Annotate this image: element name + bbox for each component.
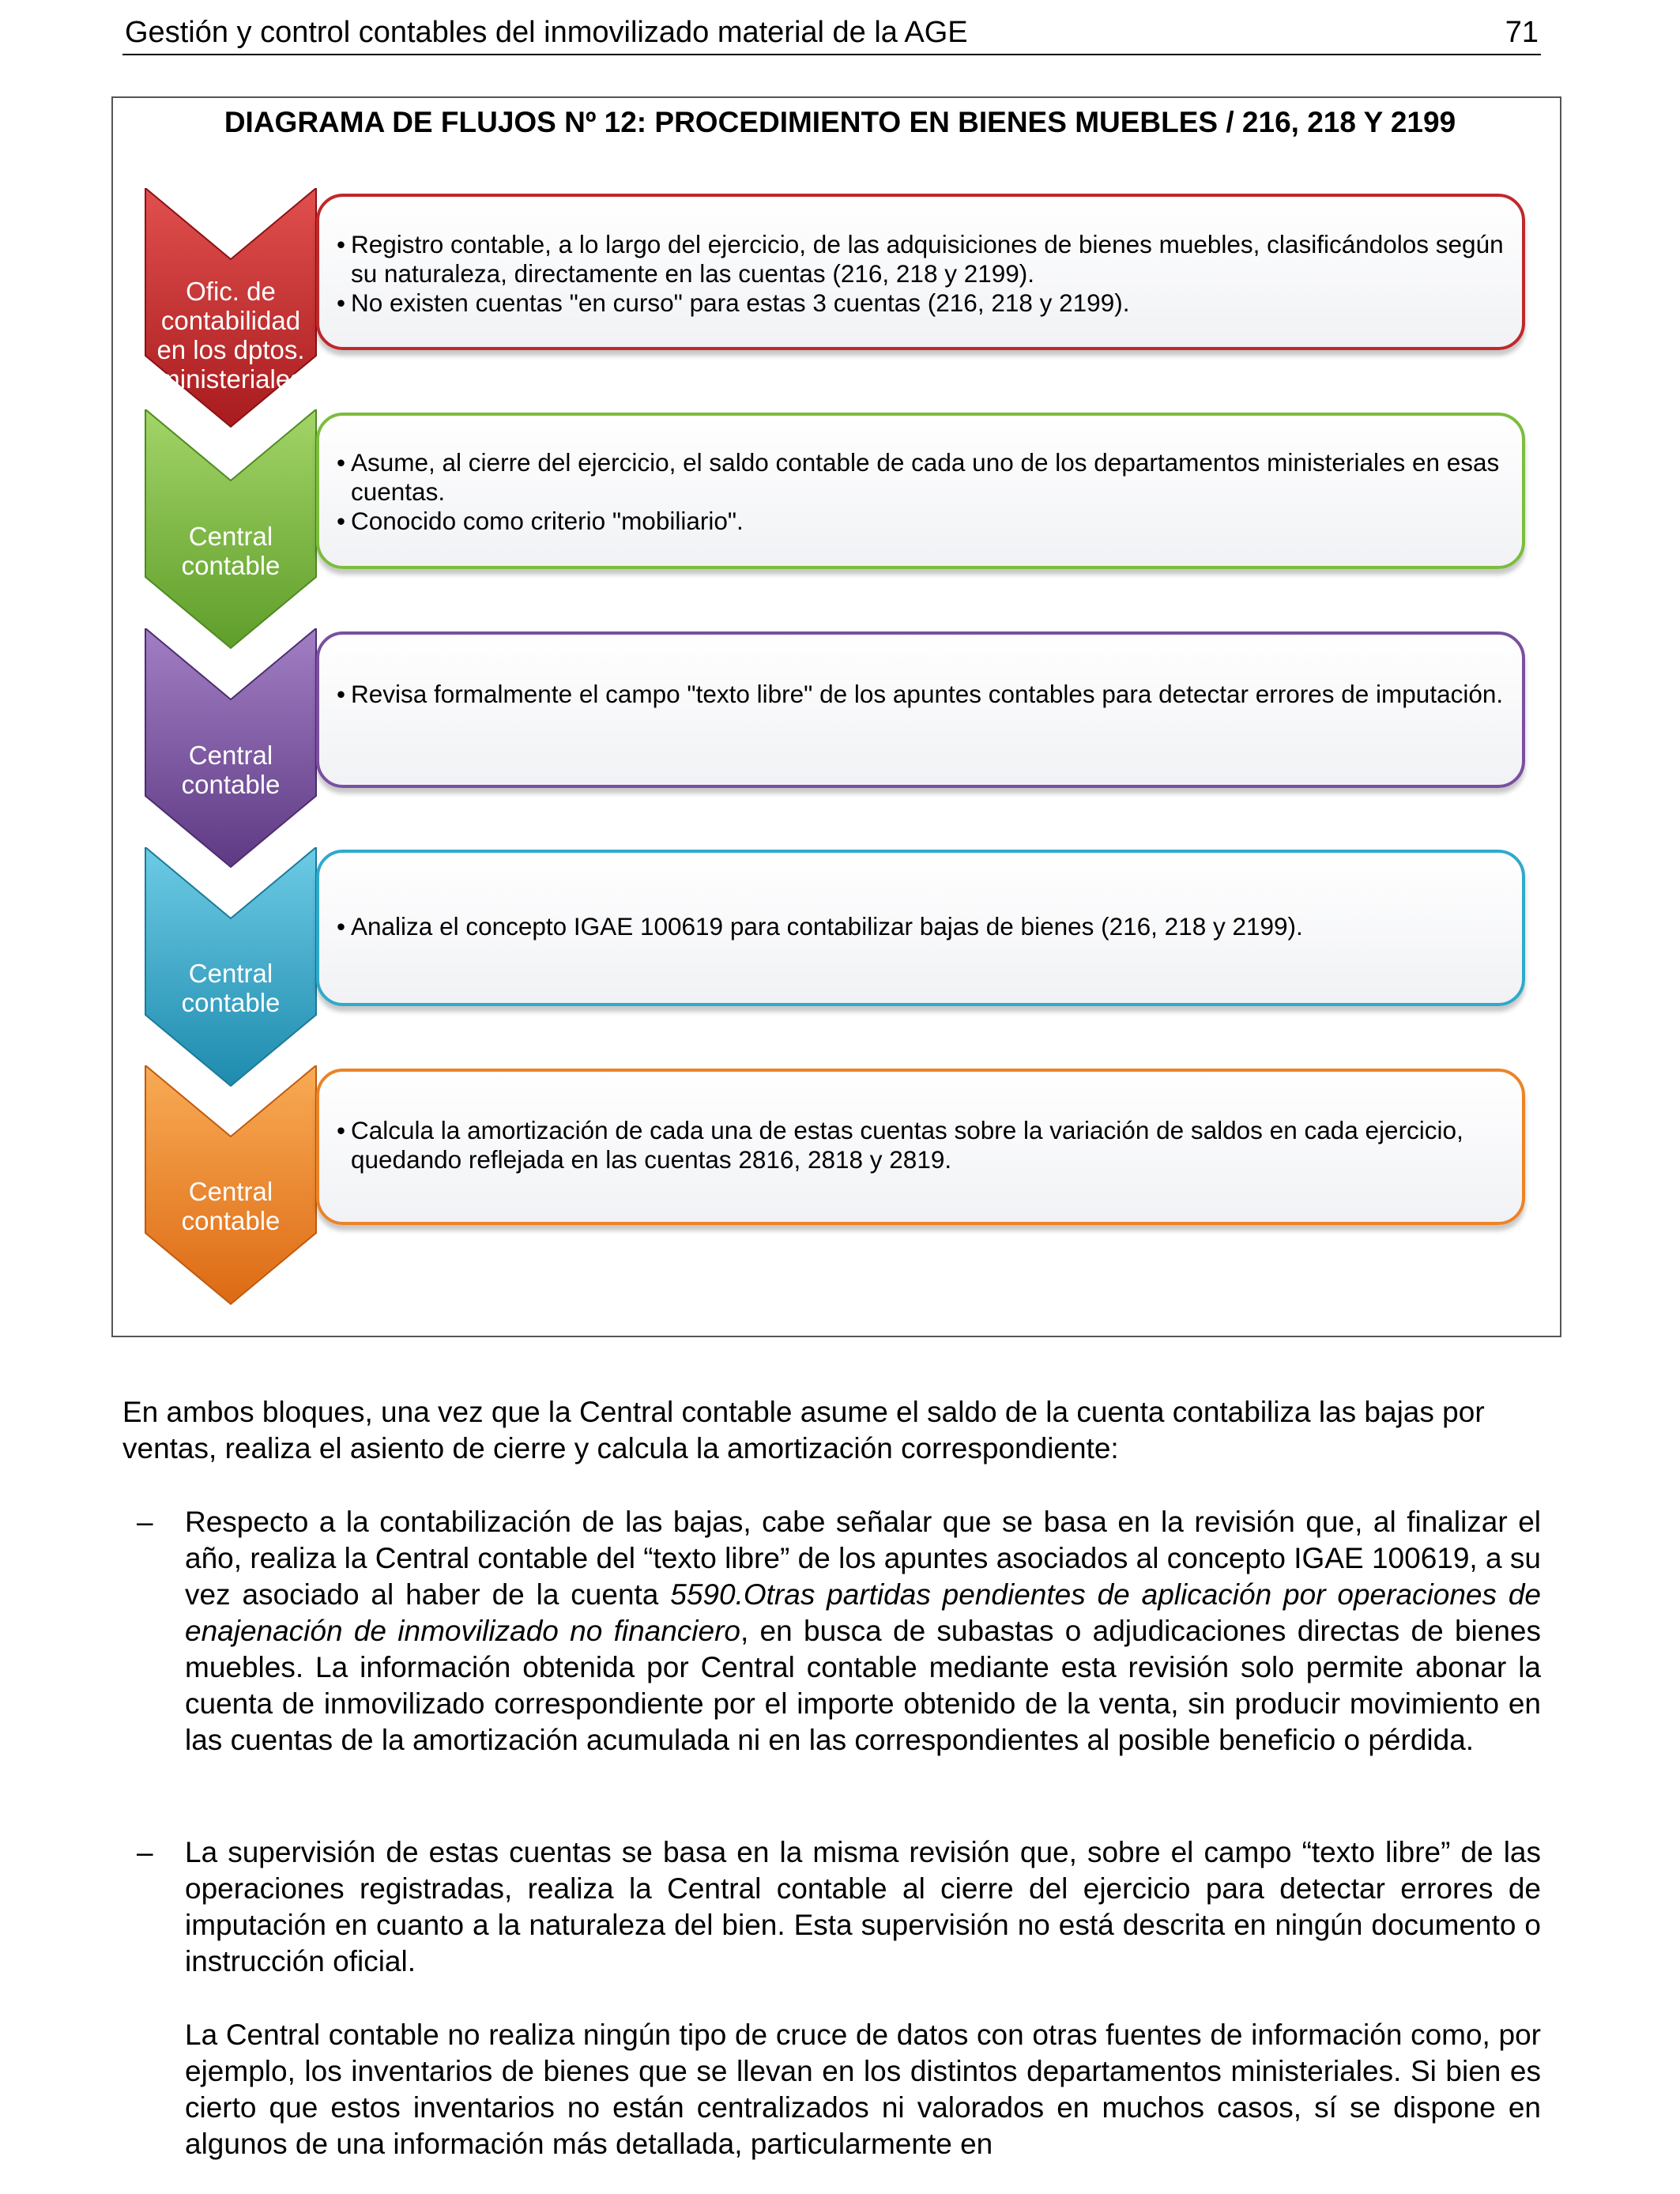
bullet-1-text: Respecto a la contabilización de las bajas, cabe señalar que se basa en la revisión que, al finalizar el año, realiza la Central contable del “texto libre” de los apuntes asociados al concepto IGAE 100619, a su vez asociado al haber de la cuenta 5590.Otras partidas pendientes de aplicación por operaciones de enajenación de inmovilizado no financiero, en busca de subastas o adjudicaciones directas de bienes muebles. La información obtenida por Central contable mediante esta revisión solo permite abonar la cuenta de inmovilizado correspondiente por el importe obtenido de la venta, sin producir movimiento en las cuentas de la amortización acumulada ni en las correspondientes al posible beneficio o pérdida. (185, 1506, 1542, 1756)
actor-label-step-2: Central contable (181, 522, 281, 580)
actor-label-step-4: Central contable (181, 959, 281, 1017)
actor-label-step-3: Central contable (181, 741, 281, 799)
dash-marker: – (137, 1836, 153, 1868)
actor-label-step-5: Central contable (181, 1177, 281, 1235)
step-3-card (316, 631, 1525, 788)
step-2-card (316, 413, 1525, 569)
page-header (122, 11, 1541, 55)
paragraph-3-text: La Central contable no realiza ningún tipo de cruce de datos con otras fuentes de información como, por ejemplo, los inventarios de bienes que se llevan en los distintos departamentos ministeriales. Si bien es cierto que estos inventarios no están centralizados ni valorados en muchos casos, sí se dispone en algunos de una información más detallada, particularmente en (185, 2019, 1541, 2160)
account-name-italic: 5590.Otras partidas pendientes de aplicación por operaciones de enajenación de inmovilizado no financiero (185, 1578, 1542, 1647)
bullet-2-text: La supervisión de estas cuentas se basa en la misma revisión que, sobre el campo “texto libre” de las operaciones registradas, realiza la Central contable al cierre del ejercicio para detectar errores de imputación en cuanto a la naturaleza del bien. Esta supervisión no está descrita en ningún documento o instrucción oficial. (185, 1836, 1541, 1977)
step-4-card (316, 850, 1525, 1006)
page-number: 71 (1505, 16, 1539, 49)
step-1-bullet: • No existen cuentas "en curso" para estas 3 cuentas (216, 218 y 2199). (337, 288, 1506, 318)
step-2-bullet: • Conocido como criterio "mobiliario". (337, 507, 1506, 536)
bullet-item-1 (122, 1504, 1541, 1800)
step-1-bullet: • Registro contable, a lo largo del ejercicio, de las adquisiciones de bienes muebles, clasificándolos según su naturaleza, directamente en las cuentas (216, 218 y 2199). (337, 230, 1506, 288)
dash-marker: – (137, 1506, 153, 1538)
diagram-title: DIAGRAMA DE FLUJOS Nº 12: PROCEDIMIENTO EN BIENES MUEBLES / 216, 218 Y 2199 (224, 106, 1456, 138)
intro-paragraph: En ambos bloques, una vez que la Central contable asume el saldo de la cuenta contabiliza las bajas por ventas, realiza el asiento de cierre y calcula la amortización correspondiente: (122, 1396, 1485, 1465)
bullet-item-2 (122, 1834, 1541, 1985)
step-4-bullet: • Analiza el concepto IGAE 100619 para contabilizar bajas de bienes (216, 218 y 2199). (337, 912, 1506, 941)
actor-label-step-1: Ofic. de contabilidad en los dptos. ministeriales (156, 277, 305, 394)
step-5-card (316, 1069, 1525, 1225)
step-3-bullet: • Revisa formalmente el campo "texto libre" de los apuntes contables para detectar errores de imputación. (337, 680, 1506, 709)
step-2-bullet: • Asume, al cierre del ejercicio, el saldo contable de cada uno de los departamentos ministeriales en esas cuentas. (337, 448, 1506, 507)
step-5-bullet: • Calcula la amortización de cada una de estas cuentas sobre la variación de saldos en cada ejercicio, quedando reflejada en las cuentas 2816, 2818 y 2819. (337, 1116, 1506, 1174)
step-1-card (316, 194, 1525, 350)
paragraph-3 (122, 2017, 1541, 2183)
document-title: Gestión y control contables del inmovilizado material de la AGE (125, 16, 968, 49)
